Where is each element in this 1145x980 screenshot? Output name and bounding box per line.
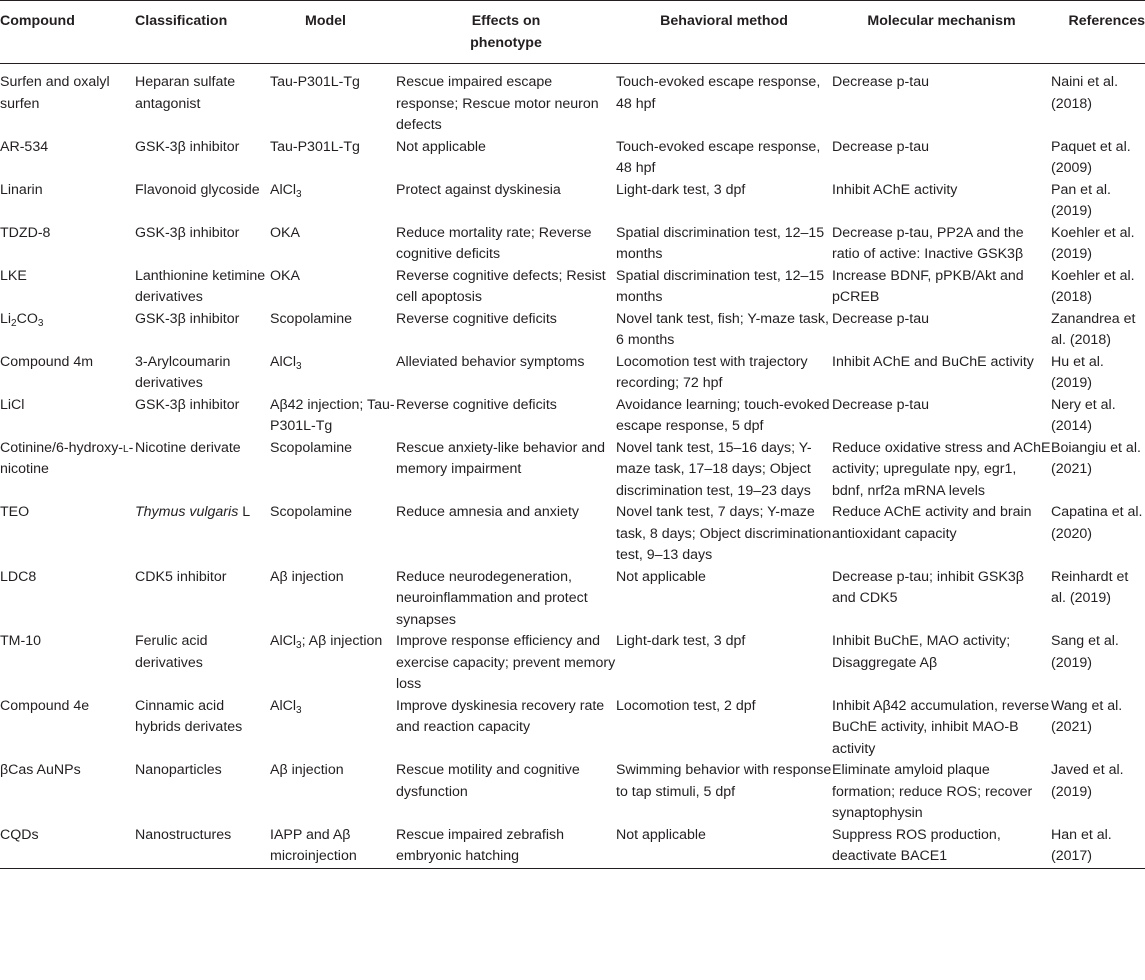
- cell-effects: Reduce neurodegeneration, neuroinflammation and protect synapses: [396, 568, 588, 628]
- cell-effects: Alleviated behavior symptoms: [396, 353, 585, 370]
- table-row: [0, 223, 1145, 266]
- cell-references: Capatina et al. (2020): [1051, 504, 1143, 542]
- cell-classification: GSK-3β inhibitor: [135, 224, 240, 241]
- cell-effects: Reduce mortality rate; Reverse cognitive deficits: [396, 224, 592, 262]
- table-row: [0, 137, 1145, 180]
- cell-classification: Cinnamic acid hybrids derivates: [135, 697, 243, 735]
- cell-compound: CQDs: [0, 826, 39, 843]
- cell-compound: Cotinine/6-hydroxy-l-nicotine: [0, 439, 134, 477]
- cell-effects: Reduce amnesia and anxiety: [396, 504, 579, 520]
- cell-model: OKA: [270, 267, 300, 284]
- cell-model: Scopolamine: [270, 310, 353, 327]
- cell-model: Aβ42 injection; Tau-P301L-Tg: [270, 396, 395, 434]
- cell-compound: AR-534: [0, 138, 49, 155]
- cell-references: Pan et al. (2019): [1051, 181, 1111, 219]
- cell-effects: Protect against dyskinesia: [396, 181, 561, 198]
- cell-model: Scopolamine: [270, 439, 353, 456]
- cell-references: Reinhardt et al. (2019): [1051, 568, 1129, 606]
- table-row: [0, 64, 1145, 137]
- table-body: [0, 64, 1145, 869]
- cell-references: Naini et al. (2018): [1051, 74, 1119, 112]
- cell-compound: LKE: [0, 267, 27, 284]
- cell-molecular-mechanism: Reduce AChE activity and brain antioxidant capacity: [832, 504, 1032, 542]
- table-row: [0, 502, 1145, 567]
- cell-references: Hu et al. (2019): [1051, 353, 1104, 391]
- cell-model: OKA: [270, 224, 300, 241]
- cell-references: Paquet et al. (2009): [1051, 138, 1131, 176]
- cell-behavioral-method: Touch-evoked escape response, 48 hpf: [616, 138, 821, 176]
- cell-behavioral-method: Novel tank test, fish; Y-maze task, 6 months: [616, 310, 829, 348]
- table-row: [0, 567, 1145, 632]
- cell-model: IAPP and Aβ microinjection: [270, 826, 357, 864]
- cell-molecular-mechanism: Inhibit Aβ42 accumulation, reverse BuChE activity, inhibit MAO-B activity: [832, 697, 1050, 757]
- cell-classification: Ferulic acid derivatives: [135, 633, 208, 671]
- cell-effects: Not applicable: [396, 138, 486, 155]
- cell-classification: Nicotine derivate: [135, 439, 241, 456]
- cell-molecular-mechanism: Inhibit AChE activity: [832, 181, 958, 198]
- cell-behavioral-method: Not applicable: [616, 568, 706, 585]
- cell-model: AlCl$_3$: [270, 697, 302, 716]
- cell-effects: Reverse cognitive deficits: [396, 310, 557, 327]
- cell-compound: Surfen and oxalyl surfen: [0, 74, 110, 112]
- cell-compound: TDZD-8: [0, 224, 51, 241]
- cell-model: Scopolamine: [270, 504, 353, 520]
- header-effects: Effects on phenotype: [470, 13, 542, 51]
- cell-compound: LDC8: [0, 568, 37, 585]
- cell-effects: Rescue impaired escape response; Rescue motor neuron defects: [396, 74, 599, 133]
- cell-references: Sang et al. (2019): [1051, 633, 1119, 671]
- cell-molecular-mechanism: Increase BDNF, pPKB/Akt and pCREB: [832, 267, 1024, 305]
- cell-references: Koehler et al. (2018): [1051, 267, 1135, 305]
- cell-references: Zanandrea et al. (2018): [1051, 310, 1136, 348]
- cell-model: Tau-P301L-Tg: [270, 138, 360, 155]
- cell-molecular-mechanism: Eliminate amyloid plaque formation; reduce ROS; recover synaptophysin: [832, 762, 1033, 821]
- cell-effects: Improve dyskinesia recovery rate and reaction capacity: [396, 697, 605, 735]
- cell-classification: Nanostructures: [135, 826, 232, 843]
- cell-classification: GSK-3β inhibitor: [135, 310, 240, 327]
- cell-molecular-mechanism: Inhibit AChE and BuChE activity: [832, 353, 1034, 370]
- table-row: [0, 352, 1145, 395]
- cell-molecular-mechanism: Decrease p-tau: [832, 138, 929, 155]
- cell-references: Javed et al. (2019): [1051, 762, 1124, 800]
- header-molecular-mechanism: Molecular mechanism: [867, 13, 1016, 29]
- cell-molecular-mechanism: Decrease p-tau: [832, 74, 929, 90]
- table-row: [0, 760, 1145, 825]
- cell-classification: Thymus vulgaris L: [135, 504, 251, 520]
- cell-classification: GSK-3β inhibitor: [135, 396, 240, 413]
- cell-compound: βCas AuNPs: [0, 762, 81, 778]
- cell-behavioral-method: Touch-evoked escape response, 48 hpf: [616, 74, 821, 112]
- cell-behavioral-method: Locomotion test, 2 dpf: [616, 697, 756, 714]
- cell-classification: GSK-3β inhibitor: [135, 138, 240, 155]
- cell-molecular-mechanism: Decrease p-tau, PP2A and the ratio of active: Inactive GSK3β: [832, 224, 1024, 262]
- header-classification: Classification: [135, 13, 228, 29]
- cell-molecular-mechanism: Decrease p-tau; inhibit GSK3β and CDK5: [832, 568, 1024, 606]
- cell-references: Boiangiu et al. (2021): [1051, 439, 1141, 477]
- cell-behavioral-method: Locomotion test with trajectory recording; 72 hpf: [616, 353, 808, 391]
- header-row: [0, 1, 1145, 64]
- table-row: [0, 825, 1145, 869]
- cell-model: AlCl$_3$: [270, 181, 302, 200]
- cell-behavioral-method: Novel tank test, 15–16 days; Y-maze task, 17–18 days; Object discrimination test, 19–23 days: [616, 439, 812, 499]
- cell-classification: CDK5 inhibitor: [135, 568, 227, 585]
- cell-classification: Heparan sulfate antagonist: [135, 74, 236, 112]
- table-row: [0, 395, 1145, 438]
- cell-references: Koehler et al. (2019): [1051, 224, 1135, 262]
- cell-model: AlCl$_3$: [270, 353, 302, 372]
- cell-molecular-mechanism: Decrease p-tau: [832, 310, 929, 327]
- table-row: [0, 309, 1145, 352]
- cell-references: Wang et al. (2021): [1051, 697, 1123, 735]
- cell-behavioral-method: Light-dark test, 3 dpf: [616, 633, 746, 649]
- header-compound: Compound: [0, 13, 75, 29]
- cell-behavioral-method: Spatial discrimination test, 12–15 months: [616, 267, 825, 305]
- cell-behavioral-method: Spatial discrimination test, 12–15 months: [616, 224, 825, 262]
- cell-model: AlCl$_3$; Aβ injection: [270, 633, 383, 651]
- cell-effects: Reverse cognitive defects; Resist cell apoptosis: [396, 267, 606, 305]
- cell-molecular-mechanism: Inhibit BuChE, MAO activity; Disaggregate Aβ: [832, 633, 1011, 671]
- cell-classification: Nanoparticles: [135, 762, 222, 778]
- cell-classification: Lanthionine ketimine derivatives: [135, 267, 266, 305]
- table-row: [0, 438, 1145, 503]
- cell-effects: Improve response efficiency and exercise capacity; prevent memory loss: [396, 633, 616, 692]
- cell-classification: 3-Arylcoumarin derivatives: [135, 353, 231, 391]
- cell-molecular-mechanism: Reduce oxidative stress and AChE activity; upregulate npy, egr1, bdnf, nrf2a mRNA levels: [832, 439, 1051, 499]
- table-row: [0, 696, 1145, 761]
- header-behavioral-method: Behavioral method: [660, 13, 788, 29]
- cell-compound: $Li_2CO_3$: [0, 310, 44, 329]
- cell-behavioral-method: Novel tank test, 7 days; Y-maze task, 8 days; Object discrimination test, 9–13 days: [616, 504, 832, 563]
- header-references: References: [1068, 13, 1145, 29]
- cell-compound: Linarin: [0, 181, 43, 198]
- cell-behavioral-method: Swimming behavior with response to tap stimuli, 5 dpf: [616, 762, 832, 800]
- table-row: [0, 631, 1145, 696]
- cell-model: Aβ injection: [270, 762, 344, 778]
- cell-references: Han et al. (2017): [1051, 826, 1112, 864]
- cell-compound: Compound 4e: [0, 697, 90, 714]
- cell-behavioral-method: Light-dark test, 3 dpf: [616, 181, 746, 198]
- table-row: [0, 180, 1145, 223]
- cell-references: Nery et al. (2014): [1051, 396, 1116, 434]
- cell-effects: Rescue impaired zebrafish embryonic hatching: [396, 826, 564, 864]
- cell-behavioral-method: Avoidance learning; touch-evoked escape response, 5 dpf: [616, 396, 830, 434]
- header-model: Model: [305, 13, 346, 29]
- cell-molecular-mechanism: Suppress ROS production, deactivate BACE1: [832, 826, 1001, 864]
- cell-compound: Compound 4m: [0, 353, 94, 370]
- cell-effects: Rescue anxiety-like behavior and memory impairment: [396, 439, 605, 477]
- cell-behavioral-method: Not applicable: [616, 826, 706, 843]
- cell-effects: Reverse cognitive deficits: [396, 396, 557, 413]
- cell-effects: Rescue motility and cognitive dysfunction: [396, 762, 580, 800]
- cell-classification: Flavonoid glycoside: [135, 181, 260, 198]
- cell-compound: TM-10: [0, 633, 41, 649]
- cell-compound: TEO: [0, 504, 30, 520]
- cell-model: Aβ injection: [270, 568, 344, 585]
- table-row: [0, 266, 1145, 309]
- cell-compound: LiCl: [0, 396, 25, 413]
- cell-model: Tau-P301L-Tg: [270, 74, 360, 90]
- cell-molecular-mechanism: Decrease p-tau: [832, 396, 929, 413]
